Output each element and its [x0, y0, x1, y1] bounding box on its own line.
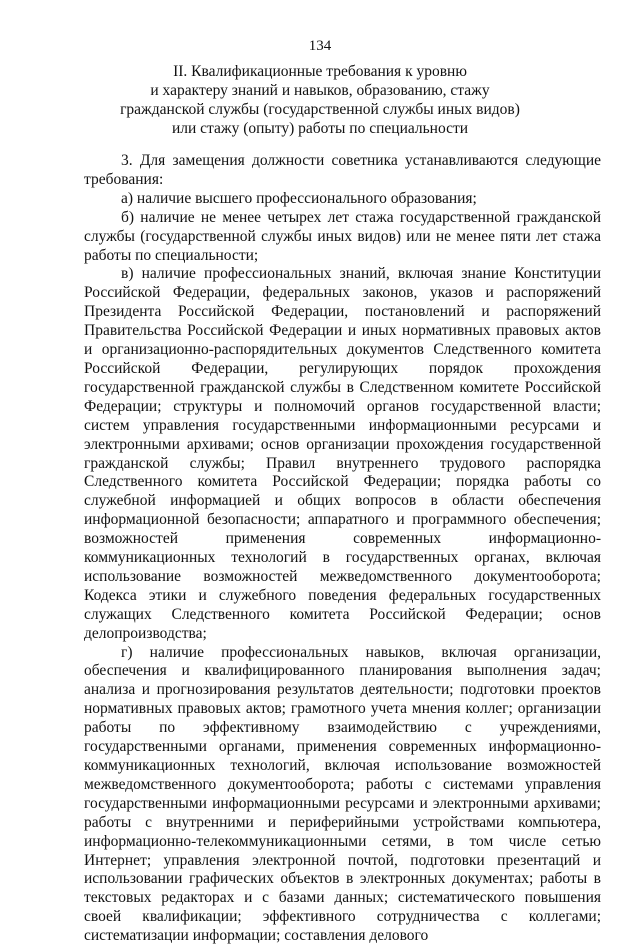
paragraph-subitem-g: г) наличие профессиональных навыков, включая организации, обеспечения и квалифицированного планирования выполнения задач; анализа и прогнозирования результатов деятельности; подготовки проектов нормативных правовых актов; грамотного учета мнения коллег; организации работы по эффективному взаимодействию с учреждениями, государственными органами, применения современных информационно-коммуникационных технологий, включая использование возможностей межведомственного документооборота; работы с системами управления государственными информационными ресурсами и электронными архивами; работы с внутренними и периферийными устройствами компьютера, информационно-телекоммуникационными сетями, в том числе сетью Интернет; управления электронной почтой, подготовки презентаций и использовании графических объектов в электронных документах; работы в текстовых редакторах и с базами данных; систематического повышения своей квалификации; эффективного сотрудничества с коллегами; систематизации информации; составления делового: [84, 643, 601, 945]
section-heading: [110, 62, 530, 138]
paragraph-subitem-v: в) наличие профессиональных знаний, включая знание Конституции Российской Федерации, федеральных законов, указов и распоряжений Президента Российской Федерации, постановлений и распоряжений Правительства Российской Федерации и иных нормативных правовых актов и организационно-распорядительных документов Следственного комитета Российской Федерации, регулирующих порядок прохождения государственной гражданской службы в Следственном комитете Российской Федерации; структуры и полномочий органов государственной власти; систем управления государственными информационными ресурсами и электронными архивами; основ организации прохождения государственной гражданской службы; Правил внутреннего трудового распорядка Следственного комитета Российской Федерации; порядка работы со служебной информацией и общих вопросов в области обеспечения информационной безопасности; аппаратного и программного обеспечения; возможностей применения современных информационно-коммуникационных технологий в государственных органах, включая использование возможностей межведомственного документооборота; Кодекса этики и служебного поведения федеральных государственных служащих Следственного комитета Российской Федерации; основ делопроизводства;: [84, 265, 601, 642]
page-number: 134: [308, 38, 332, 54]
heading-line: гражданской службы (государственной службы иных видов): [120, 101, 520, 118]
paragraph-subitem-a: а) наличие высшего профессионального образования;: [121, 189, 477, 207]
document-body: [84, 152, 601, 946]
paragraph-subitem-b: б) наличие не менее четырех лет стажа государственной гражданской службы (государственной службы иных видов) или не менее пяти лет стажа работы по специальности;: [84, 208, 601, 264]
heading-line: II. Квалификационные требования к уровню: [173, 63, 467, 80]
heading-line: и характеру знаний и навыков, образованию, стажу: [150, 82, 490, 99]
heading-line: или стажу (опыту) работы по специальности: [171, 120, 469, 137]
paragraph-item-3: 3. Для замещения должности советника устанавливаются следующие требования:: [84, 152, 601, 188]
